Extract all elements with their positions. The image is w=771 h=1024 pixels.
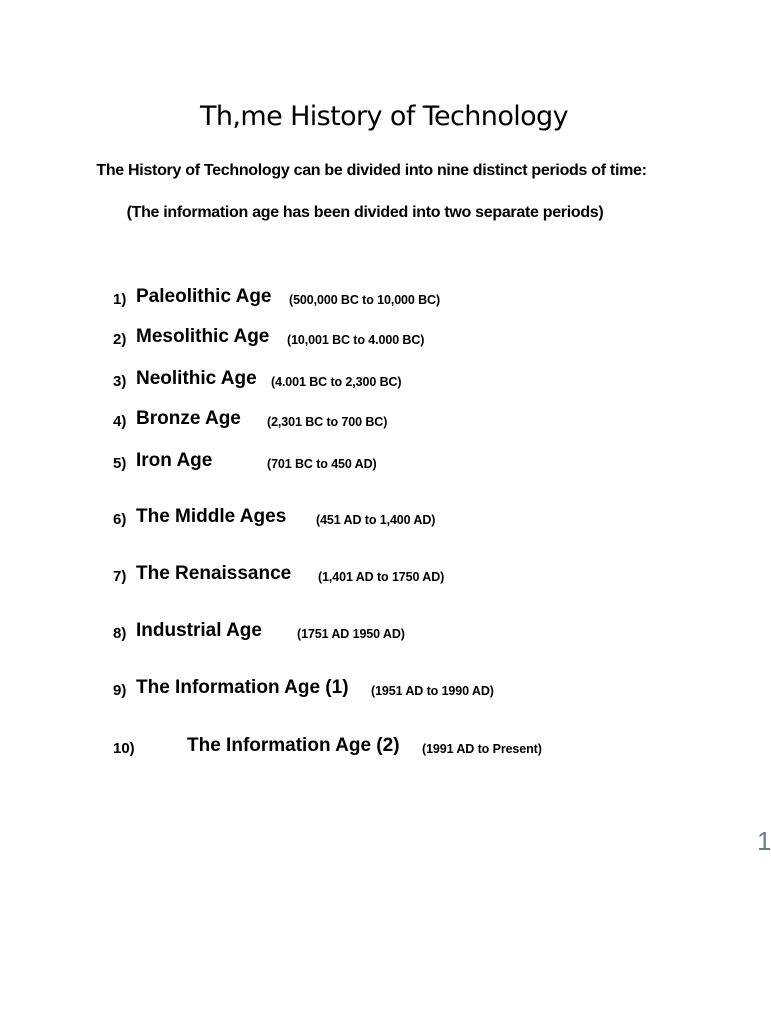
period-number: 2) [113, 331, 127, 348]
period-name: Paleolithic Age [136, 286, 272, 307]
period-dates: (1991 AD to Present) [422, 742, 542, 756]
period-number: 1) [113, 291, 127, 308]
period-number: 7) [113, 568, 127, 585]
period-dates: (451 AD to 1,400 AD) [316, 513, 436, 527]
period-dates: (1951 AD to 1990 AD) [371, 684, 494, 698]
period-name: Bronze Age [136, 408, 241, 429]
period-number: 8) [113, 625, 127, 642]
period-number: 4) [113, 413, 127, 430]
page-note: (The information age has been divided into two separate periods) [126, 204, 604, 221]
period-dates: (1,401 AD to 1750 AD) [318, 570, 445, 584]
period-number: 9) [113, 682, 127, 699]
period-name: Mesolithic Age [136, 326, 270, 347]
page-title: Th,me History of Technology [200, 101, 568, 132]
period-name: Industrial Age [136, 620, 262, 641]
period-number: 6) [113, 511, 127, 528]
period-number: 3) [113, 373, 127, 390]
page-subtitle: The History of Technology can be divided into nine distinct periods of time: [96, 162, 647, 179]
period-dates: (500,000 BC to 10,000 BC) [289, 293, 441, 307]
period-dates: (701 BC to 450 AD) [267, 457, 377, 471]
period-name: The Information Age (2) [187, 735, 400, 756]
period-number: 10) [113, 740, 135, 757]
page-number-fragment: 1 [757, 826, 771, 856]
period-dates: (1751 AD 1950 AD) [297, 627, 405, 641]
period-name: Iron Age [136, 450, 213, 471]
period-number: 5) [113, 455, 127, 472]
period-name: The Middle Ages [136, 506, 287, 527]
period-name: Neolithic Age [136, 368, 257, 389]
period-dates: (4.001 BC to 2,300 BC) [271, 375, 402, 389]
period-dates: (10,001 BC to 4.000 BC) [287, 333, 425, 347]
period-dates: (2,301 BC to 700 BC) [267, 415, 388, 429]
period-name: The Renaissance [136, 563, 292, 584]
period-name: The Information Age (1) [136, 677, 349, 698]
